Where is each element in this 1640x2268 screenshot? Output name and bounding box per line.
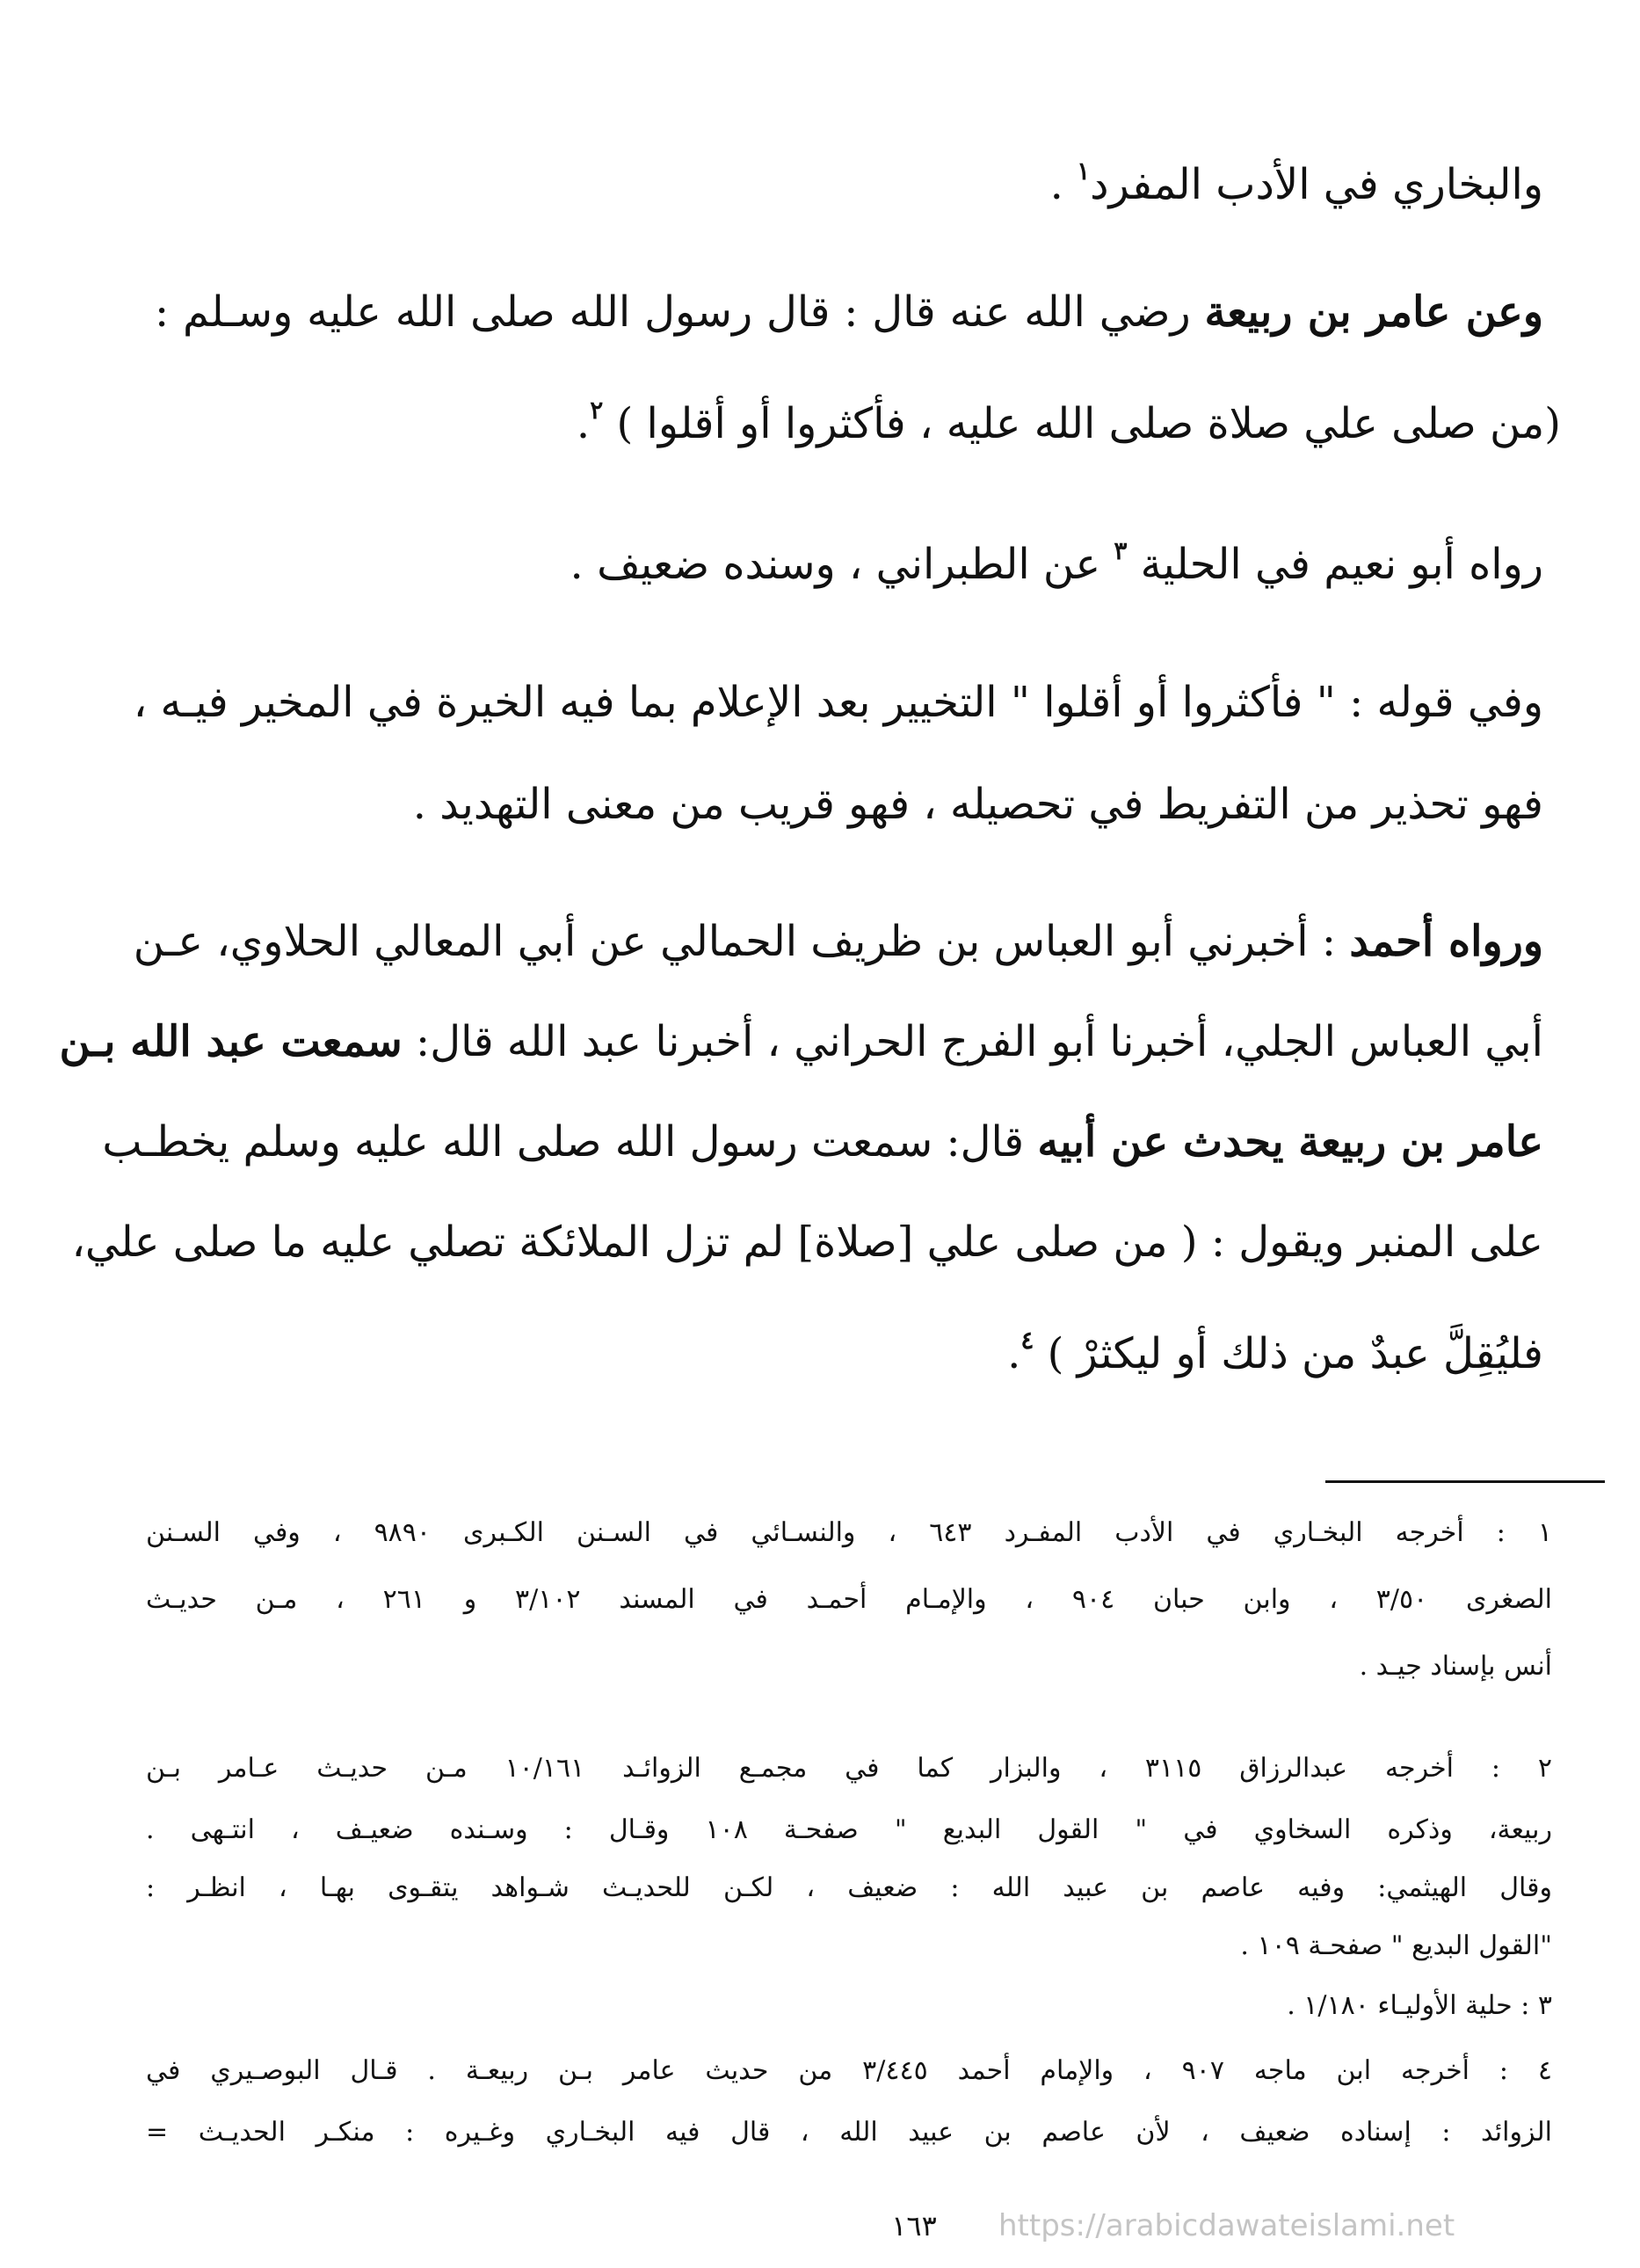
paragraph-2-line-1-text: رضي الله عنه قال : قال رسول الله صلى الله عليه وسـلم :	[155, 287, 1191, 337]
footnote-2-line-2	[146, 1811, 1552, 1855]
footnote-2-text-2: ربيعة، وذكره السخاوي في " القول البديع " صفحـة ١٠٨ وقـال : وسـنده ضعيـف ، انتـهى .	[146, 1814, 1552, 1845]
paragraph-5-line-1-text: : أخبرني أبو العباس بن ظريف الحمالي عن أبي المعالي الحلاوي، عـن	[133, 917, 1337, 966]
footnote-ref-3[interactable]: ٣	[1114, 536, 1128, 565]
paragraph-1-end: .	[1049, 160, 1063, 209]
footnote-1-text-2: الصغرى ٣/٥٠ ، وابن حبان ٩٠٤ ، والإمـام أحمـد في المسند ٣/١٠٢ و ٢٦١ ، مـن حديـث	[146, 1584, 1553, 1615]
paragraph-5-line-5-text: فليُقِلَّ عبدٌ من ذلك أو ليكثرْ )	[1047, 1329, 1543, 1378]
paragraph-5-end: .	[1007, 1329, 1021, 1378]
footnote-1-line-2	[146, 1581, 1552, 1625]
footnote-ref-1[interactable]: ١	[1077, 156, 1091, 185]
page-number: ١٦٣	[891, 2209, 937, 2243]
footnote-3-text-1: ٣ : حلية الأوليـاء ١/١٨٠ .	[1287, 1990, 1552, 2021]
footnote-4-line-2	[146, 2113, 1552, 2157]
paragraph-4-line-2-text: فهو تحذير من التفريط في تحصيله ، فهو قريب من معنى التهديد .	[412, 780, 1543, 829]
narrator-bold-b: عامر بن ربيعة يحدث عن أبيه	[1037, 1117, 1543, 1167]
footnote-separator	[1325, 1480, 1605, 1483]
footnote-4-line-1	[146, 2052, 1552, 2096]
footnote-1-text-3: أنس بإسناد جيـد .	[1359, 1651, 1552, 1682]
footnote-1-line-1	[146, 1514, 1552, 1558]
footnote-1-text-1: ١ : أخرجه البخـاري في الأدب المفـرد ٦٤٣ ، والنسـائي في السـنن الكـبرى ٩٨٩٠ ، وفي السـنن	[146, 1517, 1552, 1548]
footnote-2-text-4: "القول البديع " صفحـة ١٠٩ .	[1240, 1930, 1552, 1961]
hadith-text: (من صلى علي صلاة صلى الله عليه ، فأكثروا أو أقلوا )	[616, 399, 1561, 448]
paragraph-5-line-3	[102, 1111, 1543, 1181]
watermark-url[interactable]: https://arabicdawateislami.net	[998, 2208, 1455, 2243]
paragraph-5-line-3-text: قال: سمعت رسول الله صلى الله عليه وسلم يخطـب	[102, 1117, 1025, 1167]
footnote-4-text-2: الزوائد : إسناده ضعيف ، لأن عاصم بن عبيد الله ، قال فيه البخـاري وغـيره : منكـر الحديـث =	[146, 2117, 1552, 2148]
paragraph-2-end: .	[576, 399, 591, 448]
paragraph-5-line-2-text: أبي العباس الجلي، أخبرنا أبو الفرج الحراني ، أخبرنا عبد الله قال:	[416, 1017, 1543, 1066]
footnote-ref-4[interactable]: ٤	[1020, 1326, 1034, 1355]
footnote-2-line-4	[146, 1927, 1552, 1971]
paragraph-4-line-1-text: وفي قوله : " فأكثروا أو أقلوا " التخيير بعد الإعلام بما فيه الخيرة في المخير فيـه ،	[133, 678, 1543, 727]
footnote-ref-2[interactable]: ٢	[590, 396, 604, 425]
paragraph-4-line-1	[133, 672, 1543, 742]
narrator-name: وعن عامر بن ربيعة	[1204, 287, 1543, 337]
paragraph-5-line-1	[133, 911, 1543, 981]
paragraph-1-text: والبخاري في الأدب المفرد	[1090, 160, 1543, 209]
paragraph-5-line-4	[71, 1211, 1543, 1282]
footnote-2-text-1: ٢ : أخرجه عبدالرزاق ٣١١٥ ، والبزار كما في مجمـع الزوائـد ١٠/١٦١ مـن حديـث عـامر بـن	[146, 1753, 1553, 1784]
footnote-2-line-3	[146, 1869, 1552, 1913]
paragraph-3-text-b: عن الطبراني ، وسنده ضعيف .	[570, 540, 1101, 589]
paragraph-3-text-a: رواه أبو نعيم في الحلية	[1140, 540, 1543, 589]
narration-source: ورواه أحمد	[1349, 917, 1543, 966]
paragraph-5-line-2	[59, 1011, 1543, 1081]
paragraph-3	[155, 520, 1543, 591]
footnote-2-text-3: وقال الهيثمي: وفيه عاصم بن عبيد الله : ضعيف ، لكـن للحديـث شـواهد يتقـوى بهـا ، انظـر :	[146, 1872, 1552, 1903]
footnote-3-line-1	[146, 1987, 1552, 2031]
footnote-4-text-1: ٤ : أخرجه ابن ماجه ٩٠٧ ، والإمام أحمد ٣/٤٤٥ من حديث عامر بـن ربيعـة . قـال البوصـيري في	[146, 2055, 1553, 2086]
paragraph-5-line-4-text: على المنبر ويقول : ( من صلى علي [صلاة] لم تزل الملائكة تصلي عليه ما صلى علي،	[71, 1218, 1543, 1267]
paragraph-2-line-2	[155, 380, 1561, 450]
narrator-bold-a: سمعت عبد الله بـن	[59, 1017, 403, 1066]
footnote-2-line-1	[146, 1749, 1552, 1793]
paragraph-2-line-1	[155, 281, 1543, 352]
paragraph-1	[225, 141, 1543, 211]
footnote-1-line-3	[146, 1647, 1552, 1691]
paragraph-4-line-2	[155, 774, 1543, 844]
paragraph-5-line-5	[155, 1310, 1543, 1380]
